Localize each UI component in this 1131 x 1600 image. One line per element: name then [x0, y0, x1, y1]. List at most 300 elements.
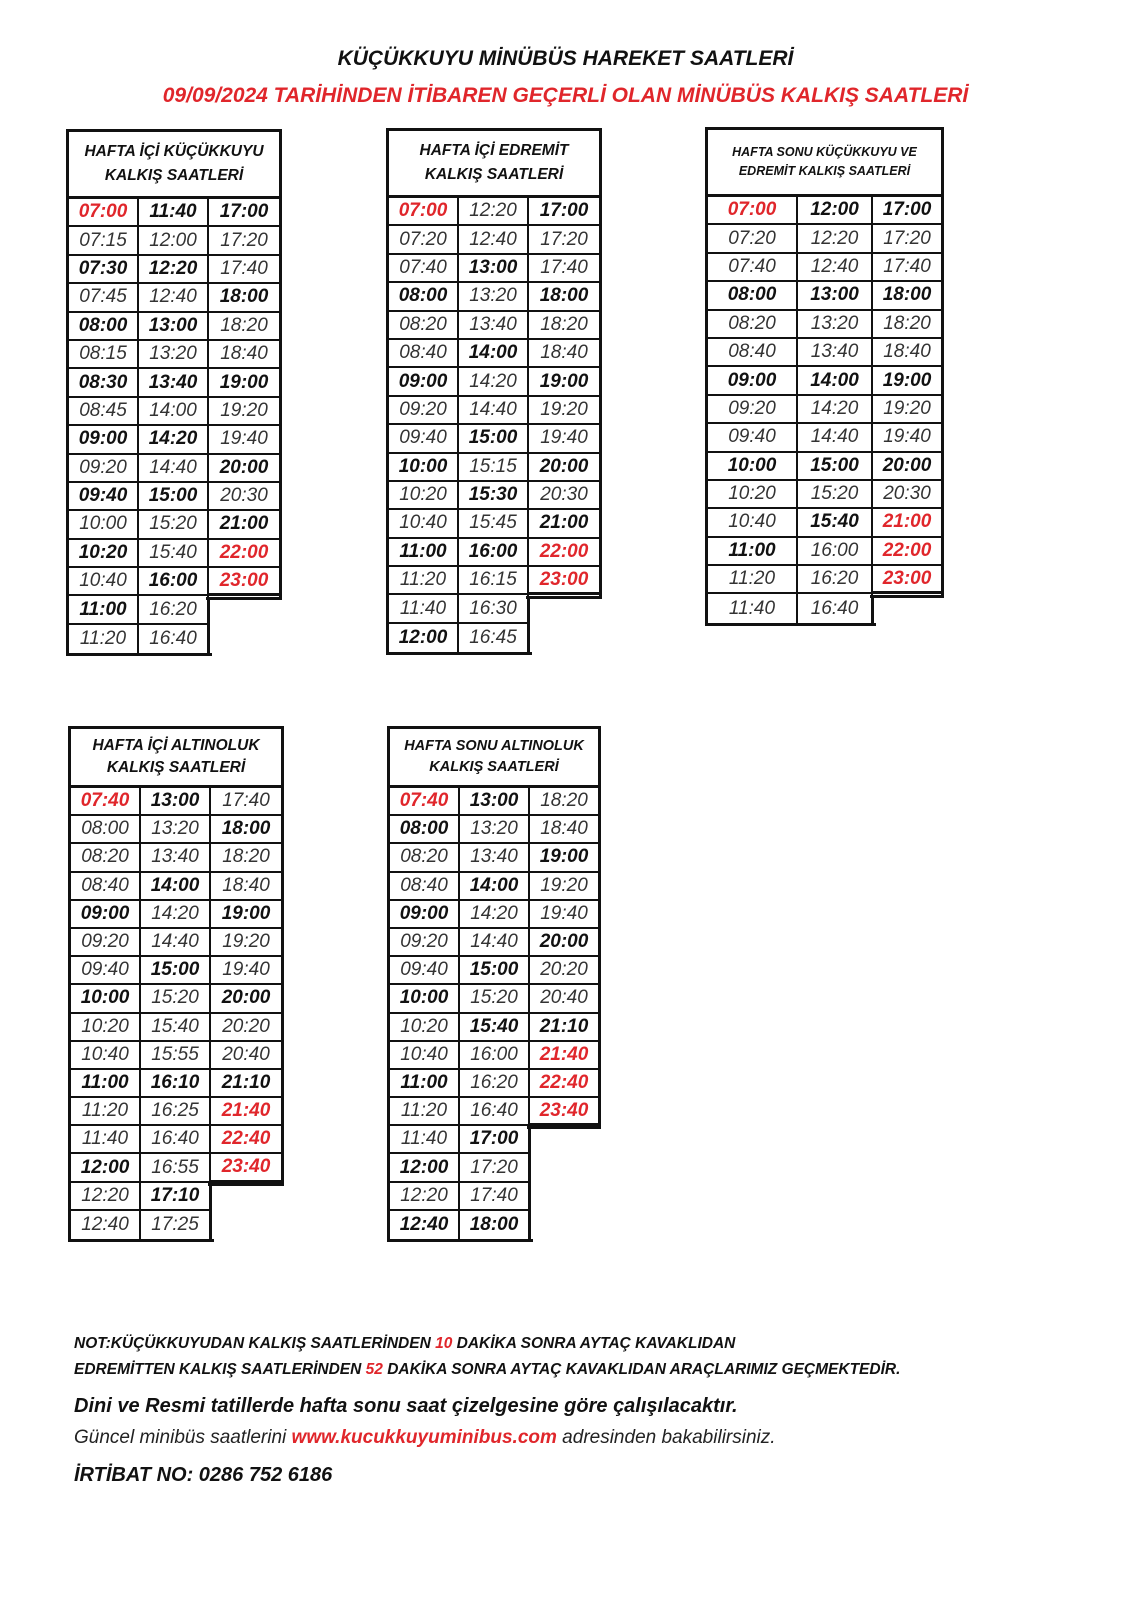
time-cell: 12:40 — [139, 284, 209, 312]
time-cell: 19:20 — [209, 398, 279, 426]
time-cell: 10:40 — [389, 510, 459, 538]
table-border — [208, 1183, 284, 1186]
time-cell: 16:00 — [459, 539, 529, 567]
time-cell: 15:00 — [459, 425, 529, 453]
time-cell: 09:20 — [69, 455, 139, 483]
time-cell: 07:40 — [389, 255, 459, 283]
table-border — [599, 128, 602, 599]
time-cell: 20:40 — [211, 1042, 281, 1070]
table-hafta-sonu-kucukkuyu-edremit — [705, 127, 941, 623]
time-cell: 15:40 — [798, 509, 873, 537]
time-cell: 10:00 — [389, 454, 459, 482]
time-cell: 08:20 — [390, 844, 460, 872]
time-cell: 19:00 — [530, 844, 598, 872]
time-cell: 18:00 — [209, 284, 279, 312]
time-cell: 08:20 — [708, 311, 798, 339]
time-cell: 10:40 — [390, 1042, 460, 1070]
table-border — [527, 1126, 601, 1129]
time-cell: 16:45 — [459, 624, 529, 652]
time-cell: 17:20 — [209, 227, 279, 255]
time-cell: 12:00 — [71, 1154, 141, 1182]
time-cell: 16:10 — [141, 1070, 211, 1098]
time-cell: 17:20 — [873, 225, 941, 253]
time-cell: 10:40 — [69, 568, 139, 596]
time-cell: 15:40 — [141, 1014, 211, 1042]
table-border — [387, 1239, 463, 1242]
time-cell: 11:00 — [390, 1070, 460, 1098]
time-cell: 08:00 — [71, 816, 141, 844]
empty-cell — [209, 625, 279, 653]
time-cell: 19:20 — [211, 929, 281, 957]
table-header — [708, 130, 941, 197]
empty-cell — [529, 624, 599, 652]
time-cell: 23:00 — [529, 567, 599, 595]
time-cell: 17:20 — [529, 226, 599, 254]
table-border — [705, 623, 801, 626]
time-cell: 18:00 — [873, 282, 941, 310]
time-cell: 18:40 — [209, 341, 279, 369]
time-cell: 21:10 — [530, 1014, 598, 1042]
table-header — [69, 132, 279, 199]
page-title: KÜÇÜKKUYU MİNÜBÜS HAREKET SAATLERİ — [337, 47, 794, 70]
table-border — [279, 129, 282, 600]
time-cell: 22:00 — [529, 539, 599, 567]
time-cell: 20:20 — [530, 957, 598, 985]
time-cell: 21:40 — [530, 1042, 598, 1070]
time-cell: 19:40 — [211, 957, 281, 985]
time-cell: 11:40 — [390, 1126, 460, 1154]
time-cell: 17:00 — [209, 199, 279, 227]
time-cell: 14:20 — [139, 426, 209, 454]
table-header-line: HAFTA İÇİ EDREMİT — [419, 141, 569, 159]
time-cell: 20:00 — [209, 455, 279, 483]
note-text: Güncel minibüs saatlerini — [74, 1427, 292, 1448]
table-border — [457, 1239, 533, 1242]
table-border — [870, 595, 944, 598]
time-cell: 20:40 — [530, 985, 598, 1013]
table-hafta-ici-altinoluk — [68, 726, 281, 1239]
time-cell: 16:30 — [459, 595, 529, 623]
time-cell: 14:40 — [141, 929, 211, 957]
table-border — [279, 129, 282, 199]
time-cell: 07:40 — [71, 788, 141, 816]
time-cell: 09:40 — [71, 957, 141, 985]
time-cell: 09:20 — [390, 929, 460, 957]
empty-cell — [873, 594, 941, 622]
time-cell: 11:00 — [389, 539, 459, 567]
note-text: NOT:KÜÇÜKKUYUDAN KALKIŞ SAATLERİNDEN — [74, 1335, 436, 1352]
time-cell: 17:40 — [209, 256, 279, 284]
table-header-line: HAFTA İÇİ KÜÇÜKKUYU — [84, 142, 264, 160]
time-cell: 07:00 — [389, 198, 459, 226]
time-cell: 18:00 — [460, 1211, 530, 1239]
table-border — [871, 595, 874, 626]
time-cell: 07:20 — [708, 225, 798, 253]
time-cell: 14:40 — [798, 424, 873, 452]
time-cell: 12:20 — [459, 198, 529, 226]
time-cell: 13:20 — [139, 341, 209, 369]
table-header-line: HAFTA İÇİ ALTINOLUK — [92, 736, 260, 754]
time-cell: 18:40 — [530, 816, 598, 844]
time-cell: 07:00 — [69, 199, 139, 227]
table-hafta-ici-kucukkuyu — [66, 129, 279, 653]
time-cell: 13:20 — [459, 283, 529, 311]
time-cell: 15:20 — [141, 985, 211, 1013]
time-cell: 21:00 — [209, 511, 279, 539]
time-cell: 10:20 — [69, 540, 139, 568]
time-cell: 15:00 — [460, 957, 530, 985]
time-cell: 11:20 — [69, 625, 139, 653]
time-cell: 15:20 — [139, 511, 209, 539]
time-cell: 08:00 — [708, 282, 798, 310]
time-cell: 20:00 — [211, 985, 281, 1013]
table-header-line: KALKIŞ SAATLERİ — [106, 759, 246, 776]
time-cell: 18:00 — [211, 816, 281, 844]
time-cell: 23:00 — [209, 568, 279, 596]
time-cell: 10:20 — [708, 481, 798, 509]
time-cell: 15:45 — [459, 510, 529, 538]
table-hafta-ici-edremit — [386, 128, 599, 652]
time-cell: 09:20 — [71, 929, 141, 957]
time-cell: 21:40 — [211, 1098, 281, 1126]
time-cell: 14:40 — [139, 455, 209, 483]
time-cell: 07:30 — [69, 256, 139, 284]
time-cell: 13:40 — [460, 844, 530, 872]
time-cell: 14:20 — [798, 396, 873, 424]
time-cell: 14:20 — [459, 368, 529, 396]
time-cell: 15:00 — [798, 453, 873, 481]
time-cell: 14:00 — [459, 340, 529, 368]
time-cell: 14:00 — [139, 398, 209, 426]
table-border — [599, 128, 602, 198]
time-cell: 16:20 — [798, 566, 873, 594]
time-cell: 12:40 — [390, 1211, 460, 1239]
table-border — [386, 652, 462, 655]
time-cell: 12:20 — [71, 1183, 141, 1211]
time-cell: 13:20 — [141, 816, 211, 844]
time-cell: 16:55 — [141, 1154, 211, 1182]
time-cell: 16:40 — [460, 1098, 530, 1126]
time-cell: 16:40 — [139, 625, 209, 653]
note-holiday: Dini ve Resmi tatillerde hafta sonu saat çizelgesine göre çalışılacaktır. — [74, 1395, 738, 1417]
time-cell: 10:20 — [71, 1014, 141, 1042]
time-cell: 12:00 — [798, 197, 873, 225]
time-cell: 20:00 — [530, 929, 598, 957]
contact-number: İRTİBAT NO: 0286 752 6186 — [74, 1464, 333, 1486]
time-cell: 18:00 — [529, 283, 599, 311]
time-cell: 11:20 — [389, 567, 459, 595]
time-cell: 08:40 — [390, 873, 460, 901]
time-cell: 23:00 — [873, 566, 941, 594]
time-cell: 18:20 — [529, 312, 599, 340]
time-cell: 15:30 — [459, 482, 529, 510]
time-cell: 17:20 — [460, 1154, 530, 1182]
time-cell: 09:00 — [708, 367, 798, 395]
table-border — [136, 653, 212, 656]
time-cell: 10:00 — [390, 985, 460, 1013]
time-cell: 11:40 — [139, 199, 209, 227]
time-cell: 13:00 — [141, 788, 211, 816]
time-cell: 07:45 — [69, 284, 139, 312]
time-cell: 18:40 — [873, 339, 941, 367]
time-cell: 16:40 — [798, 594, 873, 622]
table-header — [389, 131, 599, 198]
time-cell: 11:40 — [708, 594, 798, 622]
time-cell: 09:40 — [389, 425, 459, 453]
time-cell: 12:20 — [390, 1183, 460, 1211]
time-cell: 15:20 — [460, 985, 530, 1013]
time-cell: 08:00 — [390, 816, 460, 844]
table-border — [281, 726, 284, 1186]
time-cell: 15:40 — [460, 1014, 530, 1042]
time-cell: 09:00 — [71, 901, 141, 929]
table-border — [598, 726, 601, 788]
time-cell: 16:25 — [141, 1098, 211, 1126]
time-cell: 17:40 — [211, 788, 281, 816]
time-cell: 07:20 — [389, 226, 459, 254]
time-cell: 11:00 — [69, 596, 139, 624]
time-cell: 14:00 — [798, 367, 873, 395]
time-cell: 11:40 — [389, 595, 459, 623]
time-cell: 16:00 — [798, 538, 873, 566]
time-cell: 08:45 — [69, 398, 139, 426]
table-border — [209, 1183, 212, 1242]
time-cell: 09:00 — [69, 426, 139, 454]
time-cell: 11:00 — [71, 1070, 141, 1098]
empty-cell — [211, 1211, 281, 1239]
table-border — [941, 127, 944, 598]
time-cell: 14:00 — [460, 873, 530, 901]
time-cell: 12:40 — [71, 1211, 141, 1239]
time-cell: 20:20 — [211, 1014, 281, 1042]
time-cell: 13:40 — [139, 369, 209, 397]
time-cell: 08:20 — [71, 844, 141, 872]
table-hafta-sonu-altinoluk — [387, 726, 598, 1239]
time-cell: 19:00 — [209, 369, 279, 397]
time-cell: 09:20 — [708, 396, 798, 424]
time-cell: 13:20 — [460, 816, 530, 844]
note-text: EDREMİTTEN KALKIŞ SAATLERİNDEN — [74, 1361, 366, 1378]
time-cell: 09:40 — [708, 424, 798, 452]
time-cell: 11:40 — [71, 1126, 141, 1154]
time-cell: 08:00 — [69, 313, 139, 341]
time-cell: 08:40 — [708, 339, 798, 367]
time-cell: 09:00 — [390, 901, 460, 929]
time-cell: 16:00 — [139, 568, 209, 596]
time-cell: 09:00 — [389, 368, 459, 396]
time-cell: 15:00 — [139, 483, 209, 511]
note-text: DAKİKA SONRA AYTAÇ KAVAKLIDAN ARAÇLARIMIZ GEÇMEKTEDİR. — [382, 1361, 901, 1378]
time-cell: 14:20 — [141, 901, 211, 929]
time-cell: 17:00 — [529, 198, 599, 226]
time-cell: 17:00 — [460, 1126, 530, 1154]
empty-cell — [209, 596, 279, 624]
time-cell: 15:40 — [139, 540, 209, 568]
table-border — [795, 623, 876, 626]
time-cell: 07:00 — [708, 197, 798, 225]
time-cell: 16:20 — [460, 1070, 530, 1098]
time-cell: 18:40 — [529, 340, 599, 368]
table-border — [527, 596, 530, 656]
time-cell: 16:20 — [139, 596, 209, 624]
table-header — [71, 729, 281, 788]
time-cell: 10:40 — [708, 509, 798, 537]
time-cell: 13:00 — [459, 255, 529, 283]
time-cell: 08:30 — [69, 369, 139, 397]
time-cell: 11:20 — [708, 566, 798, 594]
time-cell: 16:15 — [459, 567, 529, 595]
time-cell: 20:00 — [529, 454, 599, 482]
time-cell: 12:40 — [459, 226, 529, 254]
time-cell: 20:00 — [873, 453, 941, 481]
time-cell: 19:20 — [529, 397, 599, 425]
table-header-line: EDREMİT KALKIŞ SAATLERİ — [738, 164, 911, 178]
time-cell: 07:40 — [390, 788, 460, 816]
time-cell: 09:40 — [390, 957, 460, 985]
table-header-line: HAFTA SONU ALTINOLUK — [404, 737, 584, 754]
time-cell: 19:00 — [211, 901, 281, 929]
table-header-line: KALKIŞ SAATLERİ — [104, 167, 244, 184]
time-cell: 12:40 — [798, 254, 873, 282]
time-cell: 19:20 — [873, 396, 941, 424]
time-cell: 11:20 — [71, 1098, 141, 1126]
time-cell: 12:00 — [389, 624, 459, 652]
time-cell: 08:15 — [69, 341, 139, 369]
empty-cell — [529, 595, 599, 623]
time-cell: 19:40 — [530, 901, 598, 929]
time-cell: 12:20 — [139, 256, 209, 284]
time-cell: 21:10 — [211, 1070, 281, 1098]
time-cell: 22:40 — [211, 1126, 281, 1154]
time-cell: 22:00 — [209, 540, 279, 568]
table-header — [390, 729, 598, 788]
time-cell: 13:00 — [460, 788, 530, 816]
note-website — [74, 1427, 776, 1449]
time-cell: 17:40 — [460, 1183, 530, 1211]
note-number: 10 — [435, 1335, 453, 1352]
website-link[interactable]: www.kucukkuyuminibus.com — [291, 1427, 557, 1448]
time-cell: 10:40 — [71, 1042, 141, 1070]
time-cell: 17:00 — [873, 197, 941, 225]
time-cell: 10:20 — [389, 482, 459, 510]
time-cell: 23:40 — [211, 1154, 281, 1182]
time-cell: 13:40 — [141, 844, 211, 872]
time-cell: 09:40 — [69, 483, 139, 511]
time-cell: 17:40 — [873, 254, 941, 282]
time-cell: 10:00 — [71, 985, 141, 1013]
time-cell: 07:40 — [708, 254, 798, 282]
time-cell: 14:20 — [460, 901, 530, 929]
time-cell: 22:00 — [873, 538, 941, 566]
time-cell: 20:30 — [873, 481, 941, 509]
time-cell: 12:00 — [390, 1154, 460, 1182]
time-cell: 11:00 — [708, 538, 798, 566]
time-cell: 19:40 — [209, 426, 279, 454]
table-border — [138, 1239, 214, 1242]
time-cell: 14:00 — [141, 873, 211, 901]
time-cell: 11:20 — [390, 1098, 460, 1126]
time-cell: 19:40 — [529, 425, 599, 453]
time-cell: 12:00 — [139, 227, 209, 255]
time-cell: 16:40 — [141, 1126, 211, 1154]
note-edremit — [74, 1361, 900, 1379]
time-cell: 19:40 — [873, 424, 941, 452]
time-cell: 09:20 — [389, 397, 459, 425]
time-cell: 08:40 — [71, 873, 141, 901]
time-cell: 08:00 — [389, 283, 459, 311]
time-cell: 15:15 — [459, 454, 529, 482]
table-border — [68, 1239, 144, 1242]
table-border — [456, 652, 532, 655]
time-cell: 19:00 — [529, 368, 599, 396]
table-border — [281, 726, 284, 788]
time-cell: 21:00 — [873, 509, 941, 537]
empty-cell — [211, 1183, 281, 1211]
time-cell: 17:25 — [141, 1211, 211, 1239]
table-header-line: KALKIŞ SAATLERİ — [424, 166, 564, 183]
time-cell: 13:00 — [139, 313, 209, 341]
table-border — [526, 596, 602, 599]
time-cell: 14:40 — [459, 397, 529, 425]
table-border — [66, 653, 142, 656]
table-border — [207, 597, 210, 657]
time-cell: 23:40 — [530, 1098, 598, 1126]
time-cell: 08:40 — [389, 340, 459, 368]
note-kucukkuyu — [74, 1335, 735, 1353]
time-cell: 18:20 — [873, 311, 941, 339]
time-cell: 13:40 — [798, 339, 873, 367]
time-cell: 13:00 — [798, 282, 873, 310]
time-cell: 10:00 — [708, 453, 798, 481]
time-cell: 12:20 — [798, 225, 873, 253]
empty-cell — [530, 1211, 598, 1239]
time-cell: 22:40 — [530, 1070, 598, 1098]
time-cell: 19:20 — [530, 873, 598, 901]
table-border — [941, 127, 944, 197]
empty-cell — [530, 1183, 598, 1211]
time-cell: 18:20 — [211, 844, 281, 872]
table-border — [206, 597, 282, 600]
time-cell: 20:30 — [209, 483, 279, 511]
note-text: adresinden bakabilirsiniz. — [556, 1427, 776, 1448]
time-cell: 18:20 — [530, 788, 598, 816]
empty-cell — [530, 1154, 598, 1182]
time-cell: 10:20 — [390, 1014, 460, 1042]
time-cell: 14:40 — [460, 929, 530, 957]
time-cell: 17:40 — [529, 255, 599, 283]
table-border — [528, 1126, 531, 1242]
time-cell: 19:00 — [873, 367, 941, 395]
page-subtitle: 09/09/2024 TARİHİNDEN İTİBAREN GEÇERLİ OLAN MİNÜBÜS KALKIŞ SAATLERİ — [162, 84, 969, 107]
time-cell: 15:55 — [141, 1042, 211, 1070]
note-text: DAKİKA SONRA AYTAÇ KAVAKLIDAN — [452, 1335, 736, 1352]
time-cell: 20:30 — [529, 482, 599, 510]
time-cell: 18:40 — [211, 873, 281, 901]
time-cell: 21:00 — [529, 510, 599, 538]
time-cell: 16:00 — [460, 1042, 530, 1070]
time-cell: 15:00 — [141, 957, 211, 985]
empty-cell — [530, 1126, 598, 1154]
time-cell: 10:00 — [69, 511, 139, 539]
table-header-line: HAFTA SONU KÜÇÜKKUYU VE — [732, 144, 917, 159]
table-header-line: KALKIŞ SAATLERİ — [429, 759, 559, 775]
time-cell: 13:20 — [798, 311, 873, 339]
time-cell: 18:20 — [209, 313, 279, 341]
time-cell: 07:15 — [69, 227, 139, 255]
note-number: 52 — [365, 1361, 383, 1378]
time-cell: 13:40 — [459, 312, 529, 340]
time-cell: 15:20 — [798, 481, 873, 509]
